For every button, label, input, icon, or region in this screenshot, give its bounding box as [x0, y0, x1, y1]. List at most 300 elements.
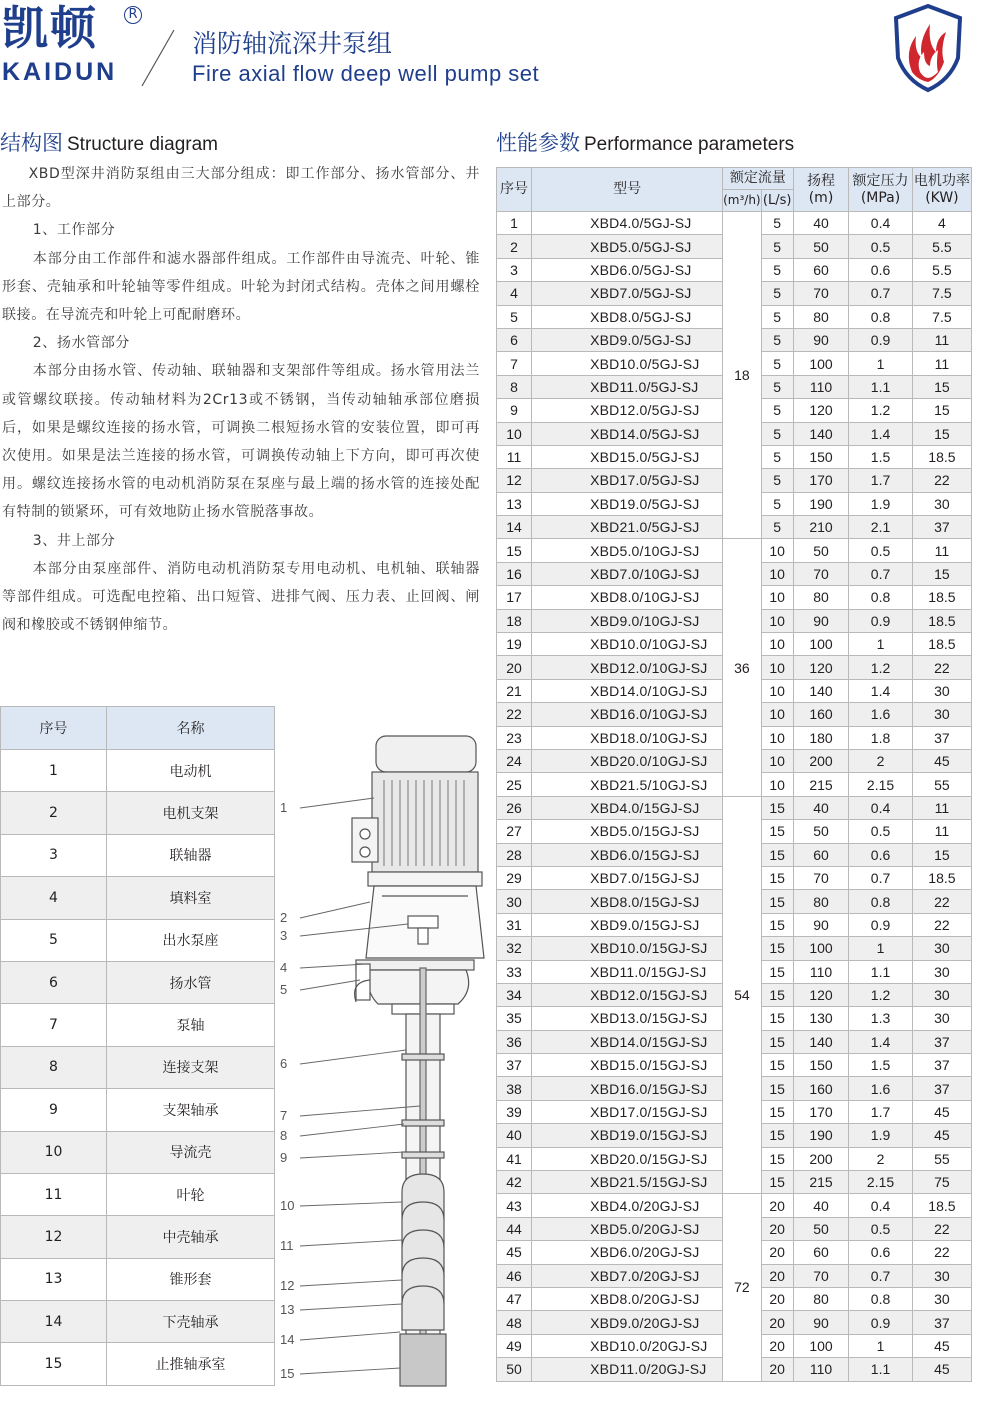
model-name: XBD20.0/10GJ-SJ	[532, 749, 723, 772]
flow-ls: 15	[761, 1030, 793, 1053]
row-number: 26	[497, 796, 532, 819]
pressure-mpa: 0.9	[849, 328, 913, 351]
model-name: XBD21.5/10GJ-SJ	[532, 773, 723, 796]
performance-title-en: Performance parameters	[584, 134, 795, 155]
diagram-callout-label: 10	[280, 1198, 295, 1213]
flow-ls: 15	[761, 1100, 793, 1123]
row-number: 45	[497, 1241, 532, 1264]
brand-name-en: KAIDUN	[2, 58, 118, 86]
flow-ls: 5	[761, 469, 793, 492]
pressure-mpa: 0.6	[849, 258, 913, 281]
flow-ls: 15	[761, 983, 793, 1006]
pressure-mpa: 0.6	[849, 1241, 913, 1264]
power-kw: 55	[912, 1147, 971, 1170]
flow-ls: 15	[761, 843, 793, 866]
pressure-mpa: 1.2	[849, 399, 913, 422]
pressure-mpa: 1	[849, 633, 913, 656]
pressure-mpa: 1.1	[849, 960, 913, 983]
pressure-mpa: 0.4	[849, 1194, 913, 1217]
power-kw: 15	[912, 843, 971, 866]
row-number: 3	[497, 258, 532, 281]
power-kw: 37	[912, 1054, 971, 1077]
row-number: 25	[497, 773, 532, 796]
head-m: 180	[793, 726, 848, 749]
flow-ls: 15	[761, 1171, 793, 1194]
model-name: XBD21.0/5GJ-SJ	[532, 516, 723, 539]
model-name: XBD13.0/15GJ-SJ	[532, 1007, 723, 1030]
row-number: 46	[497, 1264, 532, 1287]
model-name: XBD21.5/15GJ-SJ	[532, 1171, 723, 1194]
power-kw: 11	[912, 820, 971, 843]
model-name: XBD9.0/15GJ-SJ	[532, 913, 723, 936]
flow-ls: 20	[761, 1311, 793, 1334]
row-number: 23	[497, 726, 532, 749]
model-name: XBD8.0/15GJ-SJ	[532, 890, 723, 913]
pressure-mpa: 1.6	[849, 703, 913, 726]
parts-table-header	[1, 707, 275, 750]
head-m: 120	[793, 983, 848, 1006]
row-number: 31	[497, 913, 532, 936]
flow-ls: 15	[761, 1147, 793, 1170]
flow-ls: 5	[761, 422, 793, 445]
pressure-mpa: 1.1	[849, 375, 913, 398]
row-number: 43	[497, 1194, 532, 1217]
flow-ls: 20	[761, 1334, 793, 1357]
header-power	[912, 168, 971, 212]
header-pressure-label: 额定压力	[852, 172, 909, 189]
model-name: XBD15.0/15GJ-SJ	[532, 1054, 723, 1077]
diagram-callout-label: 7	[280, 1108, 288, 1123]
row-number: 49	[497, 1334, 532, 1357]
part-number: 8	[1, 1046, 107, 1088]
row-number: 50	[497, 1358, 532, 1381]
part-number: 7	[1, 1004, 107, 1046]
pressure-mpa: 0.7	[849, 866, 913, 889]
flow-ls: 10	[761, 609, 793, 632]
power-kw: 7.5	[912, 305, 971, 328]
row-number: 44	[497, 1217, 532, 1240]
power-kw: 5.5	[912, 258, 971, 281]
parts-table-row	[1, 1258, 275, 1300]
row-number: 17	[497, 586, 532, 609]
part-number: 4	[1, 877, 107, 919]
pressure-mpa: 1.3	[849, 1007, 913, 1030]
model-name: XBD8.0/10GJ-SJ	[532, 586, 723, 609]
part-name: 中壳轴承	[107, 1216, 275, 1258]
structure-paragraph: 3、井上部分	[32, 532, 116, 549]
power-kw: 37	[912, 1030, 971, 1053]
model-name: XBD9.0/20GJ-SJ	[532, 1311, 723, 1334]
flow-ls: 15	[761, 1124, 793, 1147]
row-number: 14	[497, 516, 532, 539]
diagram-callout-label: 1	[280, 800, 288, 815]
head-m: 60	[793, 1241, 848, 1264]
parts-table-row	[1, 1046, 275, 1088]
part-number: 2	[1, 792, 107, 834]
power-kw: 45	[912, 1358, 971, 1381]
header-flow-unit-m3h: (m³/h)	[723, 190, 762, 212]
flow-ls: 15	[761, 913, 793, 936]
flow-ls: 10	[761, 726, 793, 749]
pressure-mpa: 2	[849, 749, 913, 772]
head-m: 170	[793, 1100, 848, 1123]
pressure-mpa: 0.5	[849, 820, 913, 843]
flow-m3h: 36	[723, 539, 762, 796]
flow-ls: 15	[761, 820, 793, 843]
power-kw: 11	[912, 328, 971, 351]
part-name: 连接支架	[107, 1046, 275, 1088]
performance-header-row	[497, 168, 972, 190]
model-name: XBD10.0/15GJ-SJ	[532, 937, 723, 960]
row-number: 27	[497, 820, 532, 843]
model-name: XBD12.0/5GJ-SJ	[532, 399, 723, 422]
part-name: 泵轴	[107, 1004, 275, 1046]
model-name: XBD15.0/5GJ-SJ	[532, 445, 723, 468]
diagram-callout-label: 9	[280, 1150, 288, 1165]
parts-header-name: 名称	[107, 707, 275, 750]
diagram-callout-label: 13	[280, 1302, 295, 1317]
pressure-mpa: 1.4	[849, 1030, 913, 1053]
row-number: 21	[497, 679, 532, 702]
head-m: 80	[793, 586, 848, 609]
pressure-mpa: 2.1	[849, 516, 913, 539]
head-m: 60	[793, 258, 848, 281]
row-number: 30	[497, 890, 532, 913]
head-m: 70	[793, 866, 848, 889]
model-name: XBD11.0/15GJ-SJ	[532, 960, 723, 983]
flow-ls: 10	[761, 679, 793, 702]
model-name: XBD16.0/10GJ-SJ	[532, 703, 723, 726]
pressure-mpa: 1.2	[849, 656, 913, 679]
parts-table-row	[1, 750, 275, 792]
head-m: 150	[793, 1054, 848, 1077]
row-number: 20	[497, 656, 532, 679]
power-kw: 11	[912, 352, 971, 375]
flow-ls: 5	[761, 235, 793, 258]
pressure-mpa: 0.8	[849, 890, 913, 913]
part-name: 支架轴承	[107, 1089, 275, 1131]
model-name: XBD7.0/15GJ-SJ	[532, 866, 723, 889]
row-number: 9	[497, 399, 532, 422]
power-kw: 5.5	[912, 235, 971, 258]
model-name: XBD8.0/20GJ-SJ	[532, 1287, 723, 1310]
model-name: XBD17.0/15GJ-SJ	[532, 1100, 723, 1123]
parts-table-row	[1, 1089, 275, 1131]
power-kw: 30	[912, 1007, 971, 1030]
flow-ls: 15	[761, 890, 793, 913]
power-kw: 4	[912, 212, 971, 235]
power-kw: 55	[912, 773, 971, 796]
registered-mark: R	[124, 6, 142, 24]
power-kw: 37	[912, 516, 971, 539]
performance-table	[496, 167, 972, 1382]
model-name: XBD14.0/10GJ-SJ	[532, 679, 723, 702]
diagram-callout-label: 6	[280, 1056, 288, 1071]
part-name: 电机支架	[107, 792, 275, 834]
row-number: 4	[497, 282, 532, 305]
power-kw: 22	[912, 469, 971, 492]
flow-ls: 15	[761, 866, 793, 889]
head-m: 90	[793, 1311, 848, 1334]
parts-table-row	[1, 1216, 275, 1258]
flow-ls: 10	[761, 773, 793, 796]
model-name: XBD9.0/5GJ-SJ	[532, 328, 723, 351]
part-number: 14	[1, 1301, 107, 1343]
row-number: 41	[497, 1147, 532, 1170]
parts-table-row	[1, 1173, 275, 1215]
flow-ls: 5	[761, 445, 793, 468]
power-kw: 30	[912, 983, 971, 1006]
head-m: 50	[793, 539, 848, 562]
pressure-mpa: 0.4	[849, 212, 913, 235]
head-m: 130	[793, 1007, 848, 1030]
structure-paragraph: XBD型深井消防泵组由三大部分组成：即工作部分、扬水管部分、井上部分。	[2, 166, 480, 211]
pressure-mpa: 1.4	[849, 679, 913, 702]
diagram-callout-label: 8	[280, 1128, 288, 1143]
page-title-en: Fire axial flow deep well pump set	[192, 61, 540, 86]
model-name: XBD6.0/5GJ-SJ	[532, 258, 723, 281]
performance-row	[497, 796, 972, 819]
part-name: 扬水管	[107, 961, 275, 1003]
row-number: 36	[497, 1030, 532, 1053]
head-m: 200	[793, 749, 848, 772]
flow-ls: 10	[761, 562, 793, 585]
performance-title-cn: 性能参数	[496, 131, 580, 155]
flow-ls: 15	[761, 1007, 793, 1030]
head-m: 50	[793, 235, 848, 258]
part-name: 导流壳	[107, 1131, 275, 1173]
row-number: 2	[497, 235, 532, 258]
performance-section-title	[496, 127, 794, 157]
head-m: 80	[793, 305, 848, 328]
part-number: 6	[1, 961, 107, 1003]
row-number: 10	[497, 422, 532, 445]
head-m: 40	[793, 1194, 848, 1217]
power-kw: 11	[912, 539, 971, 562]
head-m: 120	[793, 399, 848, 422]
pressure-mpa: 0.5	[849, 235, 913, 258]
pressure-mpa: 1.9	[849, 492, 913, 515]
head-m: 90	[793, 609, 848, 632]
model-name: XBD5.0/20GJ-SJ	[532, 1217, 723, 1240]
model-name: XBD7.0/5GJ-SJ	[532, 282, 723, 305]
row-number: 28	[497, 843, 532, 866]
power-kw: 18.5	[912, 445, 971, 468]
power-kw: 22	[912, 1217, 971, 1240]
structure-section-title	[0, 127, 218, 157]
part-number: 12	[1, 1216, 107, 1258]
model-name: XBD10.0/5GJ-SJ	[532, 352, 723, 375]
diagram-callout-label: 4	[280, 960, 288, 975]
flow-m3h: 72	[723, 1194, 762, 1381]
performance-row	[497, 539, 972, 562]
header-power-unit: (KW)	[925, 189, 959, 206]
model-name: XBD10.0/10GJ-SJ	[532, 633, 723, 656]
model-name: XBD7.0/10GJ-SJ	[532, 562, 723, 585]
power-kw: 15	[912, 422, 971, 445]
power-kw: 30	[912, 960, 971, 983]
pressure-mpa: 0.8	[849, 305, 913, 328]
head-m: 215	[793, 1171, 848, 1194]
row-number: 7	[497, 352, 532, 375]
head-m: 110	[793, 1358, 848, 1381]
header-no: 序号	[497, 168, 532, 212]
power-kw: 18.5	[912, 866, 971, 889]
model-name: XBD4.0/5GJ-SJ	[532, 212, 723, 235]
flow-ls: 10	[761, 633, 793, 656]
structure-paragraph: 本部分由泵座部件、消防电动机消防泵专用电动机、电机轴、联轴器等部件组成。可选配电控箱、出口短管、进排气阀、压力表、止回阀、闸阀和橡胶或不锈钢伸缩节。	[2, 560, 480, 634]
part-name: 锥形套	[107, 1258, 275, 1300]
part-name: 出水泵座	[107, 919, 275, 961]
pressure-mpa: 0.6	[849, 843, 913, 866]
power-kw: 15	[912, 375, 971, 398]
pressure-mpa: 0.5	[849, 539, 913, 562]
part-number: 15	[1, 1343, 107, 1385]
head-m: 100	[793, 633, 848, 656]
head-m: 140	[793, 422, 848, 445]
power-kw: 45	[912, 1334, 971, 1357]
flow-ls: 5	[761, 492, 793, 515]
pressure-mpa: 0.9	[849, 913, 913, 936]
diagram-callout-label: 2	[280, 910, 288, 925]
flow-ls: 20	[761, 1287, 793, 1310]
model-name: XBD18.0/10GJ-SJ	[532, 726, 723, 749]
power-kw: 37	[912, 1077, 971, 1100]
row-number: 12	[497, 469, 532, 492]
flow-ls: 20	[761, 1264, 793, 1287]
part-name: 下壳轴承	[107, 1301, 275, 1343]
row-number: 35	[497, 1007, 532, 1030]
power-kw: 45	[912, 1124, 971, 1147]
part-name: 联轴器	[107, 834, 275, 876]
row-number: 38	[497, 1077, 532, 1100]
power-kw: 30	[912, 679, 971, 702]
flow-ls: 10	[761, 703, 793, 726]
pressure-mpa: 0.4	[849, 796, 913, 819]
flow-ls: 5	[761, 305, 793, 328]
flow-ls: 5	[761, 516, 793, 539]
part-number: 3	[1, 834, 107, 876]
model-name: XBD14.0/15GJ-SJ	[532, 1030, 723, 1053]
flow-ls: 10	[761, 586, 793, 609]
flow-ls: 20	[761, 1241, 793, 1264]
head-m: 70	[793, 1264, 848, 1287]
pressure-mpa: 0.7	[849, 1264, 913, 1287]
pump-structure-diagram	[278, 728, 493, 1388]
row-number: 1	[497, 212, 532, 235]
model-name: XBD4.0/20GJ-SJ	[532, 1194, 723, 1217]
power-kw: 75	[912, 1171, 971, 1194]
head-m: 190	[793, 492, 848, 515]
flow-ls: 15	[761, 796, 793, 819]
pressure-mpa: 1.5	[849, 445, 913, 468]
diagram-callout-label: 5	[280, 982, 288, 997]
header-power-label: 电机功率	[913, 172, 970, 189]
head-m: 70	[793, 562, 848, 585]
model-name: XBD14.0/5GJ-SJ	[532, 422, 723, 445]
part-name: 止推轴承室	[107, 1343, 275, 1385]
flow-m3h: 54	[723, 796, 762, 1194]
flow-ls: 10	[761, 539, 793, 562]
model-name: XBD5.0/5GJ-SJ	[532, 235, 723, 258]
row-number: 22	[497, 703, 532, 726]
model-name: XBD10.0/20GJ-SJ	[532, 1334, 723, 1357]
power-kw: 11	[912, 796, 971, 819]
parts-table-row	[1, 1004, 275, 1046]
head-m: 80	[793, 890, 848, 913]
row-number: 5	[497, 305, 532, 328]
head-m: 50	[793, 820, 848, 843]
flow-ls: 20	[761, 1217, 793, 1240]
parts-table-row	[1, 1301, 275, 1343]
head-m: 160	[793, 703, 848, 726]
part-name: 叶轮	[107, 1173, 275, 1215]
flow-ls: 5	[761, 258, 793, 281]
pressure-mpa: 1	[849, 1334, 913, 1357]
model-name: XBD5.0/10GJ-SJ	[532, 539, 723, 562]
head-m: 40	[793, 212, 848, 235]
header-flow: 额定流量	[723, 168, 794, 190]
pressure-mpa: 0.9	[849, 609, 913, 632]
power-kw: 30	[912, 1264, 971, 1287]
part-number: 5	[1, 919, 107, 961]
row-number: 18	[497, 609, 532, 632]
parts-table-row	[1, 1343, 275, 1385]
parts-table-row	[1, 1131, 275, 1173]
pressure-mpa: 1.7	[849, 1100, 913, 1123]
pressure-mpa: 2.15	[849, 1171, 913, 1194]
flow-ls: 10	[761, 749, 793, 772]
power-kw: 22	[912, 1241, 971, 1264]
power-kw: 30	[912, 492, 971, 515]
power-kw: 18.5	[912, 609, 971, 632]
structure-paragraph: 2、扬水管部分	[32, 335, 130, 352]
pressure-mpa: 1	[849, 352, 913, 375]
parts-table-row	[1, 961, 275, 1003]
header-pressure-unit: (MPa)	[860, 189, 901, 206]
flow-ls: 20	[761, 1358, 793, 1381]
row-number: 29	[497, 866, 532, 889]
parts-table-row	[1, 877, 275, 919]
head-m: 100	[793, 1334, 848, 1357]
pressure-mpa: 2	[849, 1147, 913, 1170]
header-divider	[138, 28, 178, 88]
header-head	[793, 168, 848, 212]
power-kw: 18.5	[912, 1194, 971, 1217]
model-name: XBD19.0/15GJ-SJ	[532, 1124, 723, 1147]
part-number: 1	[1, 750, 107, 792]
row-number: 19	[497, 633, 532, 656]
model-name: XBD20.0/15GJ-SJ	[532, 1147, 723, 1170]
power-kw: 37	[912, 1311, 971, 1334]
row-number: 47	[497, 1287, 532, 1310]
performance-row	[497, 212, 972, 235]
pressure-mpa: 1.7	[849, 469, 913, 492]
head-m: 190	[793, 1124, 848, 1147]
pressure-mpa: 1.9	[849, 1124, 913, 1147]
head-m: 170	[793, 469, 848, 492]
power-kw: 7.5	[912, 282, 971, 305]
head-m: 110	[793, 960, 848, 983]
head-m: 80	[793, 1287, 848, 1310]
flow-ls: 15	[761, 1077, 793, 1100]
head-m: 90	[793, 328, 848, 351]
model-name: XBD8.0/5GJ-SJ	[532, 305, 723, 328]
head-m: 110	[793, 375, 848, 398]
part-number: 13	[1, 1258, 107, 1300]
pressure-mpa: 1.8	[849, 726, 913, 749]
head-m: 140	[793, 1030, 848, 1053]
